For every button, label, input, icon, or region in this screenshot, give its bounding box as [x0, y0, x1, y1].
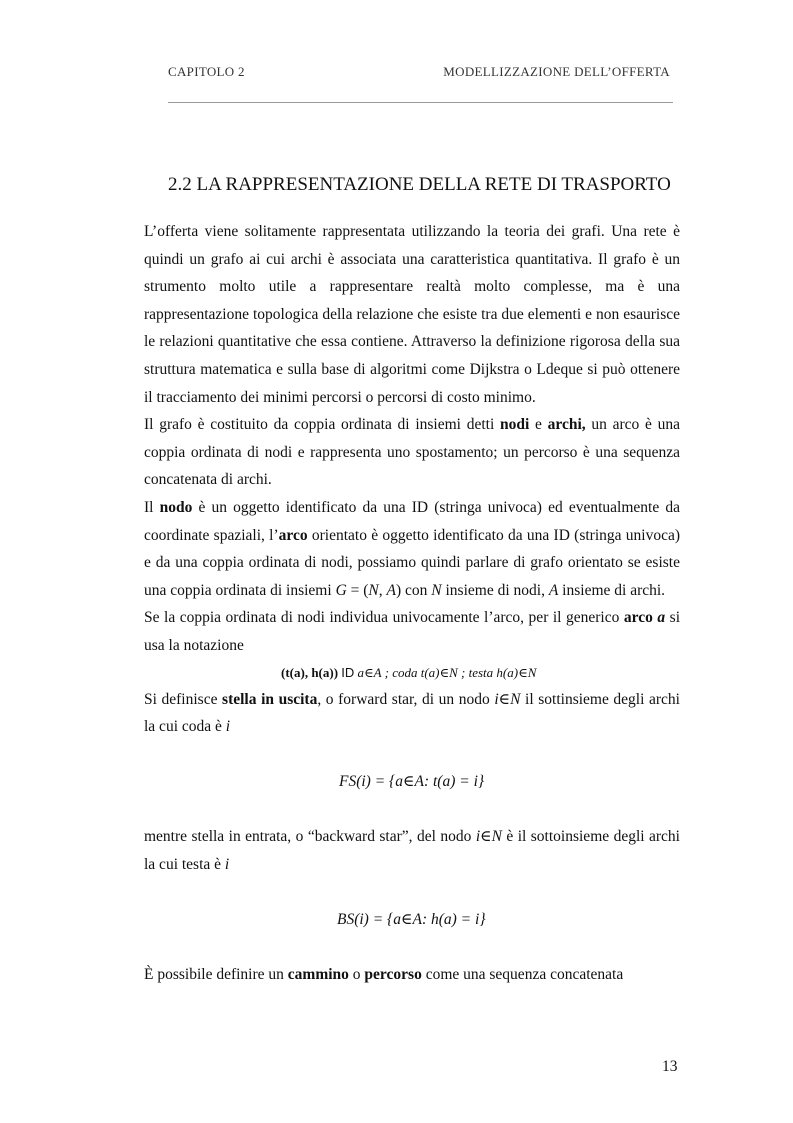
paragraph-path: È possibile definire un cammino o percorso come una sequenza concatenata: [144, 966, 624, 984]
paragraph-notation-intro: Se la coppia ordinata di nodi individua univocamente l’arco, per il generico arco a si usa la notazione: [144, 609, 680, 654]
formula-backward-star: BS(i) = {a∈A: h(a) = i}: [337, 911, 486, 929]
paragraph-intro: L’offerta viene solitamente rappresentata utilizzando la teoria dei grafi. Una rete è quindi un grafo ai cui archi è associata una caratteristica quantitativa. Il grafo è un strumento molto utile a rappresentare realtà molto complesse, ma è una rappresentazione topologica della relazione che esiste tra due elementi e non esaurisce le relazioni quantitative che essa contiene. Attraverso la definizione rigorosa della sua struttura matematica e sulla base di algoritmi come Dijkstra o Ldeque si può ottenere il tracciamento dei minimi percorsi o percorsi di costo minimo.: [144, 223, 680, 406]
page-number: 13: [662, 1058, 678, 1075]
section-title: 2.2 LA RAPPRESENTAZIONE DELLA RETE DI TRASPORTO: [168, 174, 671, 195]
body-text: [144, 218, 680, 989]
paragraph-backward-star: mentre stella in entrata, o “backward star”, del nodo i∈N è il sottoinsieme degli archi la cui testa è i: [144, 828, 680, 874]
arc-notation: (t(a), h(a)) ID a∈A ; coda t(a)∈N ; testa h(a)∈N: [281, 664, 537, 680]
header-divider: [168, 102, 673, 103]
paragraph-forward-star: Si definisce stella in uscita, o forward star, di un nodo i∈N il sottinsieme degli archi la cui coda è i: [144, 690, 680, 736]
chapter-title: MODELLIZZAZIONE DELL’OFFERTA: [443, 64, 670, 79]
paragraph-node-arc: Il nodo è un oggetto identificato da una ID (stringa univoca) ed eventualmente da coordinate spaziali, l’arco orientato è oggetto identificato da una ID (stringa univoca) e da una coppia ordinata di nodi, possiamo quindi parlare di grafo orientato se esiste una coppia ordinata di insiemi G = (N, A) con N insieme di nodi, A insieme di archi.: [144, 498, 681, 599]
formula-forward-star: FS(i) = {a∈A: t(a) = i}: [339, 773, 485, 791]
paragraph-graph-definition: Il grafo è costituito da coppia ordinata di insiemi detti nodi e archi, un arco è una coppia ordinata di nodi e rappresenta uno spostamento; un percorso è una sequenza concatenata di archi.: [144, 416, 681, 489]
chapter-label: CAPITOLO 2: [168, 64, 245, 79]
